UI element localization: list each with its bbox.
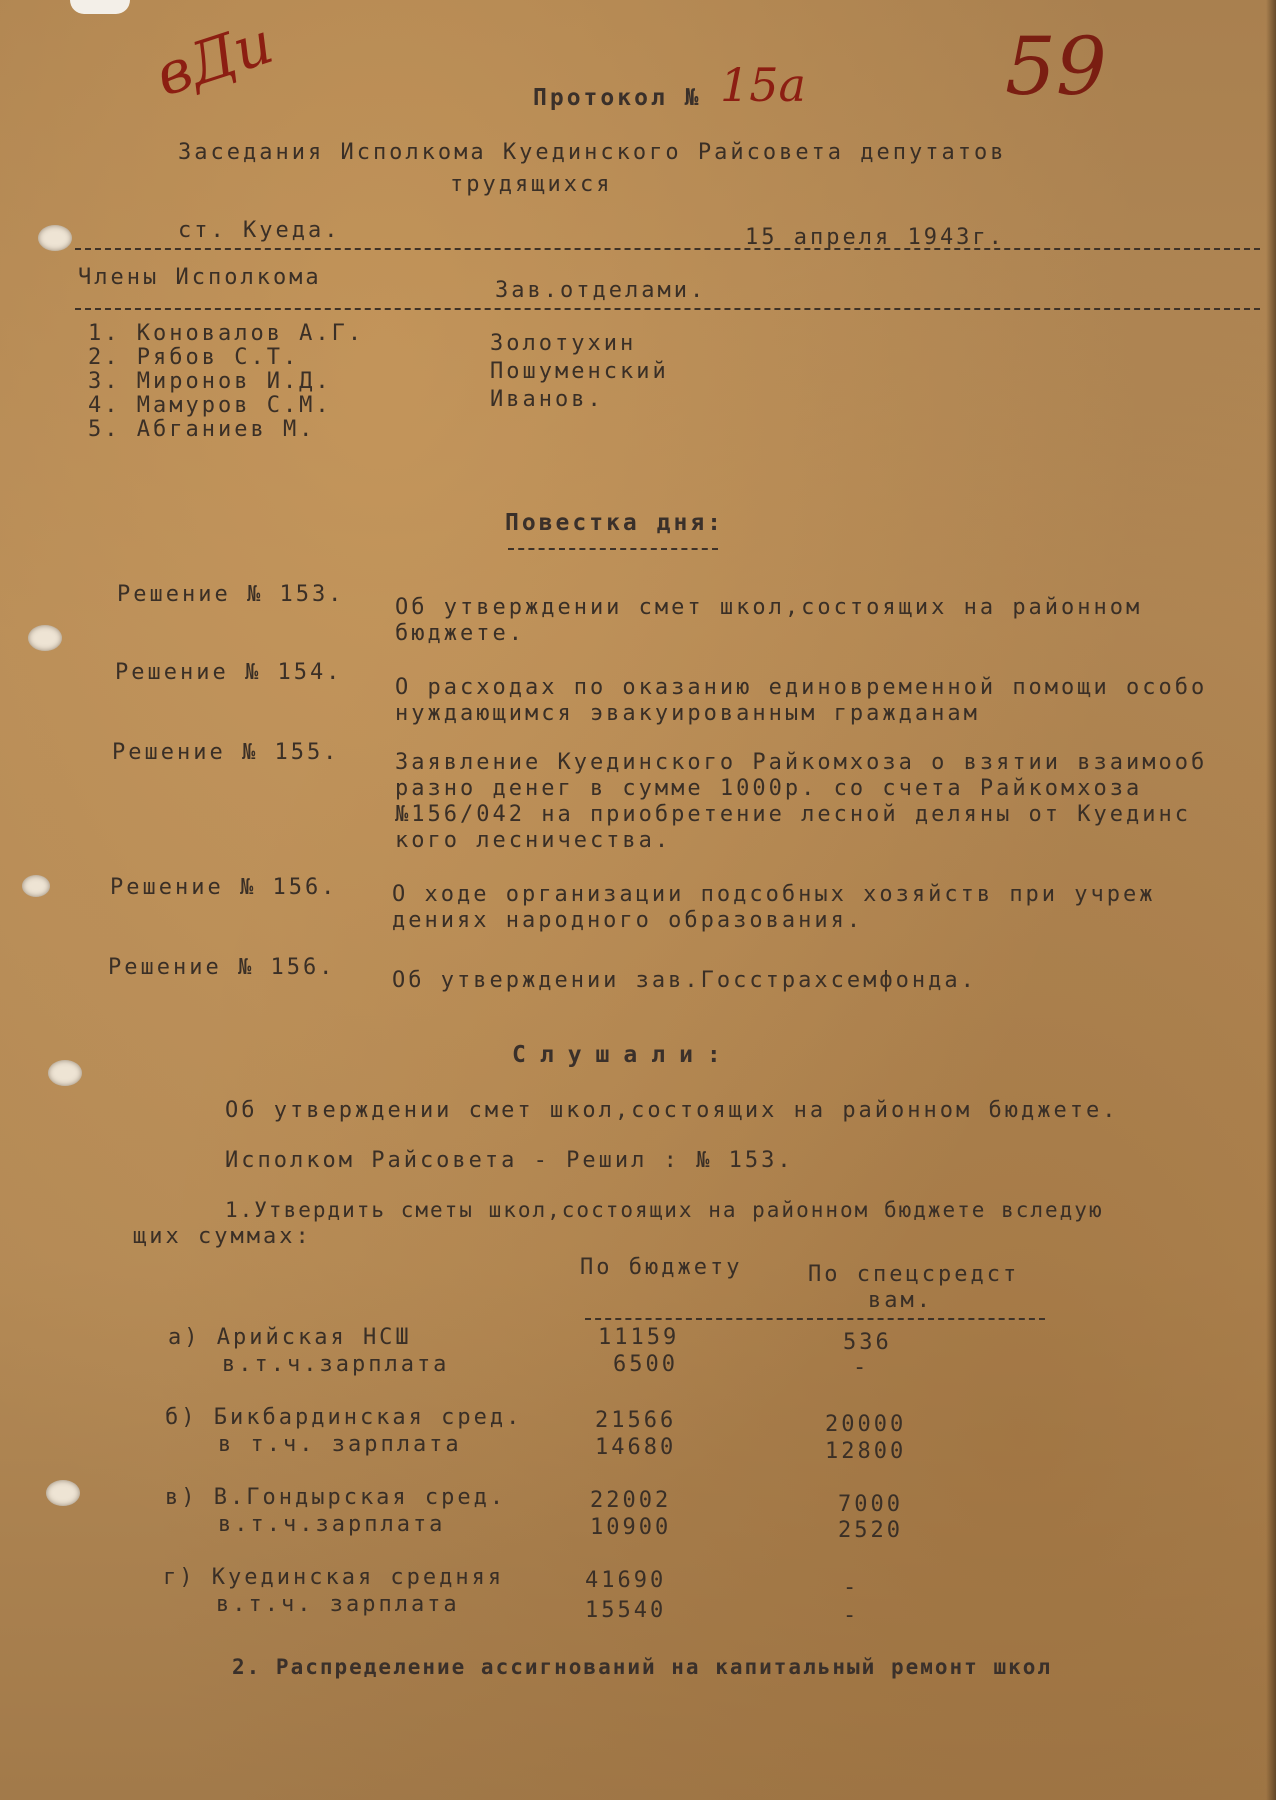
punch-hole xyxy=(28,625,62,651)
punch-hole xyxy=(48,1060,82,1086)
special-value: 7000 xyxy=(838,1492,903,1517)
member-item: 2. Рябов С.Т. xyxy=(88,345,300,370)
place: ст. Куеда. xyxy=(178,218,341,243)
sheet-edge-shadow xyxy=(1266,0,1276,1800)
agenda-text-line: Об утверждении смет школ,состоящих на районном xyxy=(395,595,1143,620)
budget-value: 21566 xyxy=(595,1408,677,1433)
member-item: 4. Мамуров С.М. xyxy=(88,393,332,418)
special-sub-value: 2520 xyxy=(838,1518,903,1543)
special-value: 20000 xyxy=(825,1412,907,1437)
special-sub-value: - xyxy=(843,1603,860,1628)
punch-hole xyxy=(38,225,72,251)
agenda-text xyxy=(395,595,1142,647)
agenda-label: Решение № 155. xyxy=(112,740,340,765)
col-special-header-2: вам. xyxy=(868,1288,933,1313)
budget-value: 11159 xyxy=(598,1325,680,1350)
col-special-header: По спецсредст xyxy=(808,1262,1020,1287)
special-value: - xyxy=(843,1575,860,1600)
school-name: в) В.Гондырская сред. xyxy=(165,1485,507,1510)
school-name: б) Бикбардинская сред. xyxy=(165,1405,523,1430)
handwritten-mark: вДи xyxy=(147,8,281,110)
school-sub: в.т.ч.зарплата xyxy=(222,1352,450,1377)
subtitle-line-2: трудящихся xyxy=(450,172,613,197)
agenda-text-line: №156/042 на приобретение лесной деляны от Куединс xyxy=(395,802,1192,827)
divider xyxy=(75,248,1260,250)
heard-text: Об утверждении смет школ,состоящих на районном бюджете. xyxy=(225,1098,1119,1123)
punch-hole xyxy=(22,875,50,897)
budget-value: 22002 xyxy=(590,1488,672,1513)
agenda-text-line: кого лесничества. xyxy=(395,828,672,853)
member-item: 1. Коновалов А.Г. xyxy=(88,321,365,346)
special-sub-value: 12800 xyxy=(825,1439,907,1464)
budget-sub-value: 14680 xyxy=(595,1435,677,1460)
agenda-text-line: дениях народного образования. xyxy=(392,908,864,933)
head-item: Пошуменский xyxy=(490,359,669,384)
subtitle-line-1: Заседания Исполкома Куединского Райсовета депутатов xyxy=(178,140,1007,165)
school-name: г) Куединская средняя xyxy=(163,1565,505,1590)
head-item: Золотухин xyxy=(490,331,637,356)
school-sub: в т.ч. зарплата xyxy=(218,1432,462,1457)
member-item: 5. Абганиев М. xyxy=(88,417,316,442)
budget-sub-value: 10900 xyxy=(590,1515,672,1540)
handwritten-page-number: 59 xyxy=(1005,20,1107,113)
agenda-label: Решение № 154. xyxy=(115,660,343,685)
paper-tear xyxy=(70,0,130,14)
agenda-text-line: О ходе организации подсобных хозяйств при учреж xyxy=(392,882,1156,907)
agenda-text-line: разно денег в сумме 1000р. со счета Райкомхоза xyxy=(395,776,1143,801)
agenda-text-line: бюджете. xyxy=(395,621,525,646)
protocol-title: Протокол № xyxy=(533,85,702,111)
head-item: Иванов. xyxy=(490,387,604,412)
agenda-text xyxy=(395,750,1207,854)
budget-sub-value: 6500 xyxy=(613,1352,678,1377)
punch-hole xyxy=(46,1480,80,1506)
agenda-text-line: Заявление Куединского Райкомхоза о взятии взаимооб xyxy=(395,750,1208,775)
divider xyxy=(75,308,1260,310)
agenda-underline xyxy=(508,548,718,550)
heads-header: Зав.отделами. xyxy=(495,278,707,303)
heads-list xyxy=(490,330,669,414)
school-name: а) Арийская НСШ xyxy=(168,1325,412,1350)
agenda-title: Повестка дня: xyxy=(505,510,725,536)
col-budget-header: По бюджету xyxy=(580,1255,743,1280)
handwritten-protocol-number: 15а xyxy=(720,58,806,112)
members-header: Члены Исполкома xyxy=(78,265,322,290)
budget-sub-value: 15540 xyxy=(585,1598,667,1623)
members-list xyxy=(88,322,364,442)
agenda-text-line: О расходах по оказанию единовременной помощи особо xyxy=(395,675,1208,700)
budget-value: 41690 xyxy=(585,1568,667,1593)
agenda-text: Об утверждении зав.Госстрахсемфонда. xyxy=(392,968,977,993)
agenda-label: Решение № 153. xyxy=(117,582,345,607)
date: 15 апреля 1943г. xyxy=(745,225,1005,250)
heard-title: Слушали: xyxy=(512,1042,735,1068)
decided-line: Исполком Райсовета - Решил : № 153. xyxy=(225,1148,794,1173)
point1-line2: щих суммах: xyxy=(133,1224,312,1249)
special-sub-value: - xyxy=(853,1355,870,1380)
special-value: 536 xyxy=(843,1330,892,1355)
agenda-label: Решение № 156. xyxy=(110,875,338,900)
table-divider xyxy=(585,1318,1045,1320)
school-sub: в.т.ч. зарплата xyxy=(216,1592,460,1617)
point1-line1: 1.Утвердить сметы школ,состоящих на районном бюджете вследую xyxy=(225,1198,1104,1222)
agenda-text xyxy=(395,675,1207,727)
agenda-text xyxy=(392,882,1156,934)
point2: 2. Распределение ассигнований на капитальный ремонт школ xyxy=(232,1655,1053,1679)
member-item: 3. Миронов И.Д. xyxy=(88,369,332,394)
agenda-label: Решение № 156. xyxy=(108,955,336,980)
agenda-text-line: нуждающимся эвакуированным гражданам xyxy=(395,701,980,726)
school-sub: в.т.ч.зарплата xyxy=(218,1512,446,1537)
